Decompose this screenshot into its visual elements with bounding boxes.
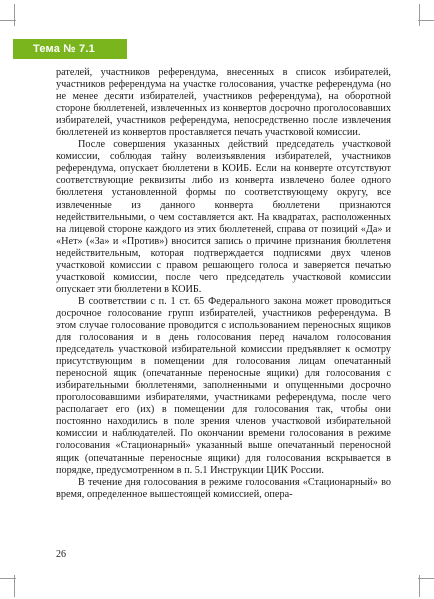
crop-mark-top-right	[419, 4, 420, 26]
crop-mark-top-left	[14, 4, 15, 26]
paragraph-3: В соответствии с п. 1 ст. 65 Федерального закона может проводиться досрочное голосование групп избирателей, участников референдума. В этом случае голосование проводится с использованием переносных ящиков для голосования и в день голосования перед началом голосования председатель участковой избирательной комиссии предъявляет к осмотру присутствующим в помещении для голосования лицам опечатанный переносной ящик (опечатанные переносные ящики) для голосования с избирательными бюллетенями, заполненными и опущенными досрочно проголосовавшими избирателями, участниками референдума, после чего располагает его (их) в помещении для голосования так, чтобы они постоянно находились в поле зрения членов участковой избирательной комиссии и наблюдателей. По окончании времени голосования в режиме голосования «Стационарный» указанный выше опечатанный переносной ящик (опечатанные переносные ящики) для голосования вскрывается в порядке, предусмотренном в п. 5.1 Инструкции ЦИК России.	[56, 295, 391, 476]
page-number: 26	[56, 549, 66, 560]
paragraph-2: После совершения указанных действий председатель участковой комиссии, соблюдая тайну волеизъявления избирателей, участников референдума, опускает бюллетени в КОИБ. Если на конверте отсутствуют соответствующие реквизиты либо из конверта извлечено более одного бюллетеня установленной формы по соответствующему округу, все извлеченные из данного конверта бюллетени признаются недействительными, о чем составляется акт. На квадратах, расположенных на лицевой стороне каждого из этих бюллетеней, справа от позиций «Да» и «Нет» («За» и «Против») вносится запись о причине признания бюллетеня недействительным, которая подтверждается подписями двух членов участковой комиссии с правом решающего голоса и заверяется печатью участковой комиссии, после чего председатель участковой комиссии опускает эти бюллетени в КОИБ.	[56, 139, 391, 295]
crop-mark-left-top	[0, 20, 16, 21]
crop-mark-right-bottom	[418, 578, 434, 579]
paragraph-1: рателей, участников референдума, внесенных в список избирателей, участников референдума на участке голосования, участке референдума (но не менее десяти избирателей, участников референдума), на оборотной стороне бюллетеней, извлеченных из конвертов досрочно проголосовавших избирателей, участников референдума, непосредственно после извлечения бюллетеней из конвертов проставляется печать участковой комиссии.	[56, 67, 391, 139]
topic-label: Тема № 7.1	[33, 43, 95, 55]
body-text	[56, 67, 391, 501]
crop-mark-left-bottom	[0, 578, 16, 579]
crop-mark-right-top	[418, 20, 434, 21]
paragraph-4: В течение дня голосования в режиме голосования «Стационарный» во время, определенное вышестоящей комиссией, опера-	[56, 476, 391, 500]
